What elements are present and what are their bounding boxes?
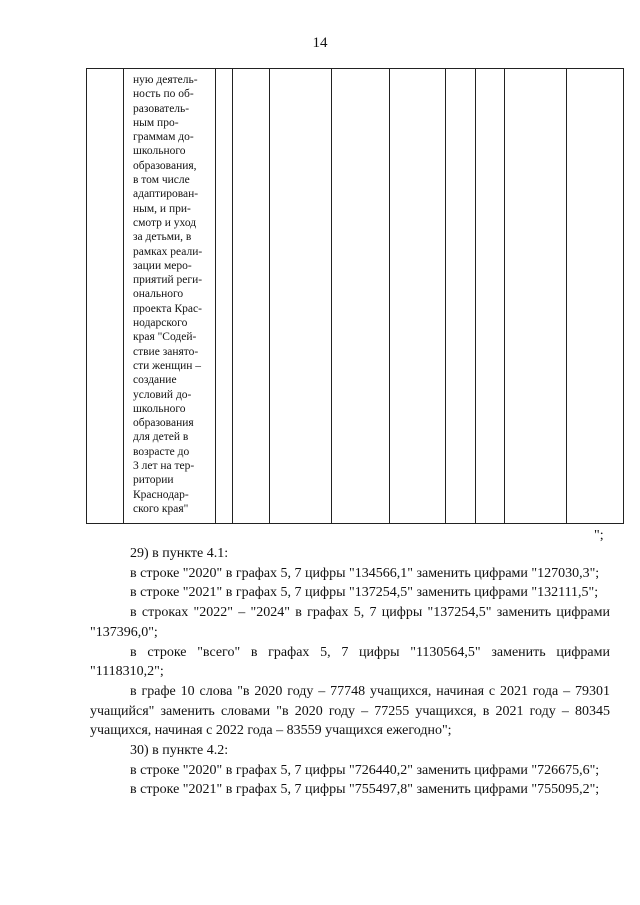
paragraph: в строке "всего" в графах 5, 7 цифры "1130564,5" заменить цифрами "1118310,2";	[90, 644, 610, 680]
paragraph: в графе 10 слова "в 2020 году – 77748 учащихся, начиная с 2021 года – 79301 учащийся" заменить словами "в 2020 году – 77255 учащихся, в 2021 году – 80345 учащихся, начиная с 2022 года – 83559 учащихся ежегодно";	[90, 683, 610, 739]
table-cell-text: ную деятель- ность по об- разователь- ным про- граммам до- школьного образования, в том числе адаптирован- ным, и при- смотр и уход за детьми, в рамках реали- зации меро- приятий реги- онального проекта Крас- нодарского края "Содей- ствие занято- сти женщин – создание условий до- школьного образования для детей в возрасте до 3 лет на тер- ритории Краснодар- ского края"	[133, 74, 203, 515]
table-column-divider	[566, 69, 567, 523]
table-column-divider	[215, 69, 216, 523]
paragraph-item-30: 30) в пункте 4.2:	[130, 743, 229, 759]
table-column-divider	[123, 69, 124, 523]
paragraph: в строке "2020" в графах 5, 7 цифры "726440,2" заменить цифрами "726675,6";	[130, 762, 600, 778]
page-number: 14	[312, 35, 328, 51]
table-column-divider	[389, 69, 390, 523]
table-column-divider	[445, 69, 446, 523]
table-column-divider	[504, 69, 505, 523]
paragraph: в строках "2022" – "2024" в графах 5, 7 цифры "137254,5" заменить цифрами "137396,0";	[90, 605, 610, 640]
paragraph: в строке "2020" в графах 5, 7 цифры "134566,1" заменить цифрами "127030,3";	[130, 565, 600, 581]
table-column-divider	[232, 69, 233, 523]
paragraph: в строке "2021" в графах 5, 7 цифры "755497,8" заменить цифрами "755095,2";	[130, 782, 600, 798]
paragraph-item-29: 29) в пункте 4.1:	[130, 546, 229, 561]
table-column-divider	[269, 69, 270, 523]
paragraph: в строке "2021" в графах 5, 7 цифры "137254,5" заменить цифрами "132111,5";	[130, 585, 599, 601]
closing-quote: ";	[594, 528, 604, 543]
body-text	[90, 544, 610, 800]
table-column-divider	[475, 69, 476, 523]
table-column-divider	[331, 69, 332, 523]
table	[86, 68, 624, 524]
